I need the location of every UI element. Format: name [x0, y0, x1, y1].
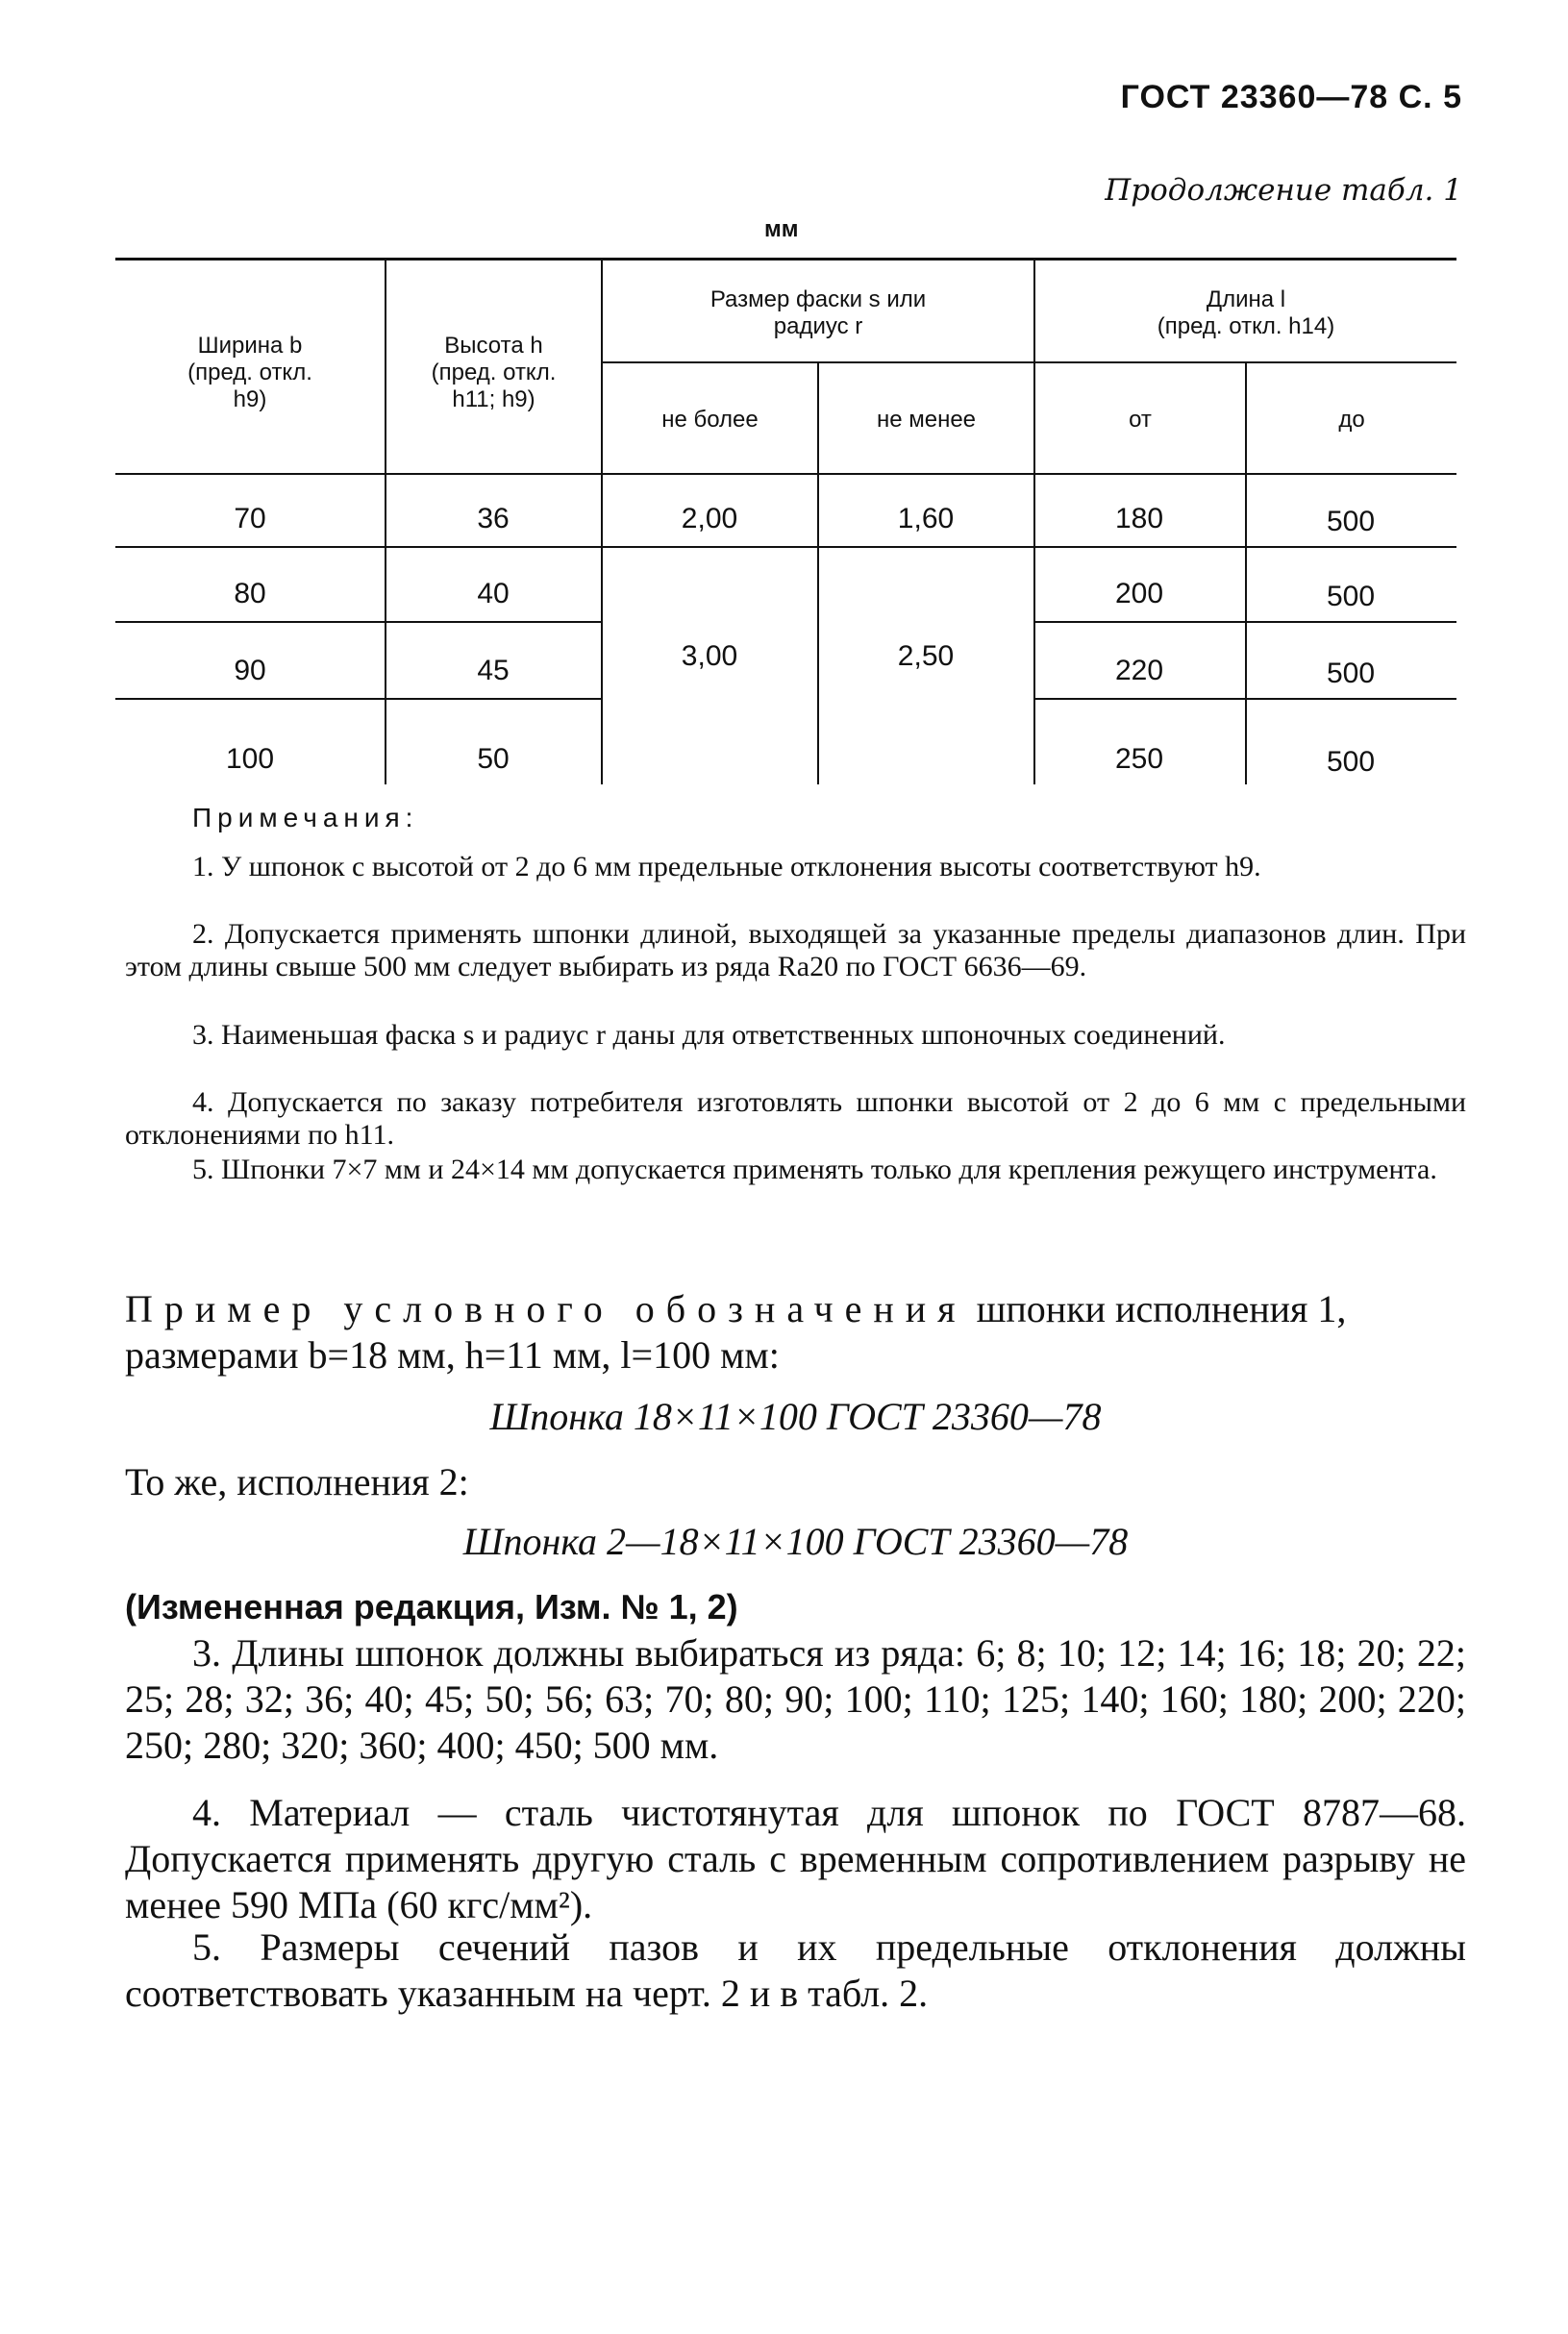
header-length-from: от — [1129, 407, 1152, 433]
header-chamfer-line: Размер фаски s или — [709, 286, 927, 312]
cell-length-to: 500 — [1326, 581, 1376, 612]
cell-length-to: 500 — [1326, 746, 1376, 778]
paragraph-4: 4. Материал — сталь чистотянутая для шпонок по ГОСТ 8787—68. Допускается применять другую сталь с временным сопротивлением разрыву не менее 590 МПа (60 кгс/мм²). — [125, 1791, 1466, 1926]
cell-width: 90 — [234, 655, 266, 686]
cell-width: 80 — [234, 578, 266, 609]
designation-1: Шпонка 18×11×100 ГОСТ 23360—78 — [489, 1395, 1102, 1438]
cell-chamfer-max: 2,00 — [681, 503, 738, 534]
note-item: 5. Шпонки 7×7 мм и 24×14 мм допускается применять только для крепления режущего инструмента. — [192, 1154, 1437, 1185]
table-top-rule — [115, 258, 1456, 261]
cell-chamfer-max-merged: 3,00 — [681, 640, 738, 672]
header-width — [115, 333, 385, 413]
header-height-line: (пред. откл. — [431, 360, 557, 385]
note-item: 3. Наименьшая фаска s и радиус r даны для ответственных шпоночных соединений. — [192, 1019, 1226, 1051]
note-item: 4. Допускается по заказу потребителя изготовлять шпонки высотой от 2 до 6 мм с предельными отклонениями по h11. — [125, 1086, 1466, 1151]
paragraph-3: 3. Длины шпонок должны выбираться из ряда: 6; 8; 10; 12; 14; 16; 18; 20; 22; 25; 28; 32; 36; 40; 45; 50; 56; 63; 70; 80; 90; 100; 110; 125; 140; 160; 180; 200; 220; 250; 280; 320; 360; 400; 450; 500 мм. — [125, 1631, 1466, 1767]
table-continuation-caption: Продолжение табл. 1 — [1105, 173, 1462, 208]
cell-length-from: 220 — [1114, 655, 1164, 686]
row-rule — [115, 698, 601, 700]
header-length-to: до — [1338, 407, 1365, 433]
header-height-line: Высота h — [444, 333, 543, 359]
header-height-line: h11; h9) — [452, 386, 535, 412]
cell-height: 40 — [477, 578, 510, 609]
cell-width: 100 — [225, 743, 275, 775]
dimensions-table — [115, 258, 1456, 786]
cell-chamfer-min-merged: 2,50 — [897, 640, 955, 672]
cell-height: 36 — [477, 503, 510, 534]
example-paragraph — [125, 1286, 1466, 1378]
designation-2: Шпонка 2—18×11×100 ГОСТ 23360—78 — [462, 1520, 1129, 1563]
cell-height: 50 — [477, 743, 510, 775]
cell-length-from: 250 — [1114, 743, 1164, 775]
header-chamfer-line: радиус r — [773, 313, 863, 339]
header-sub-rule — [601, 361, 1456, 363]
note-item: 1. У шпонок с высотой от 2 до 6 мм предельные отклонения высоты соответствуют h9. — [192, 851, 1261, 882]
page-header: ГОСТ 23360—78 С. 5 — [1120, 79, 1462, 115]
header-chamfer — [603, 286, 1033, 340]
header-length-line: Длина l — [1206, 286, 1286, 312]
header-width-line: (пред. откл. — [187, 360, 312, 385]
cell-length-from: 200 — [1114, 578, 1164, 609]
header-height — [386, 333, 601, 413]
cell-length-to: 500 — [1326, 506, 1376, 537]
row-rule — [115, 621, 601, 623]
paragraph-5: 5. Размеры сечений пазов и их предельные отклонения должны соответствовать указанным на черт. 2 и в табл. 2. — [125, 1925, 1466, 2015]
cell-length-from: 180 — [1114, 503, 1164, 534]
row-rule — [115, 546, 1456, 548]
header-length — [1035, 286, 1456, 340]
same-execution-2: То же, исполнения 2: — [125, 1460, 469, 1503]
header-chamfer-min: не менее — [876, 407, 977, 433]
header-width-line: Ширина b — [197, 333, 303, 359]
example-lead: Пример условного обозначения — [125, 1287, 967, 1330]
notes-title: Примечания: — [192, 803, 419, 832]
example-rest: шпонки исполнения 1, размерами b=18 мм, h=11 мм, l=100 мм: — [125, 1287, 1347, 1377]
cell-chamfer-min: 1,60 — [897, 503, 955, 534]
header-chamfer-max: не более — [661, 407, 759, 433]
note-item: 2. Допускается применять шпонки длиной, выходящей за указанные пределы диапазонов длин. При этом длины свыше 500 мм следует выбирать из ряда Ra20 по ГОСТ 6636—69. — [125, 918, 1466, 982]
cell-height: 45 — [477, 655, 510, 686]
changed-edition: (Измененная редакция, Изм. № 1, 2) — [125, 1587, 738, 1626]
table-unit: мм — [764, 216, 799, 242]
cell-length-to: 500 — [1326, 658, 1376, 689]
header-length-line: (пред. откл. h14) — [1157, 313, 1335, 339]
cell-width: 70 — [234, 503, 266, 534]
header-bottom-rule — [115, 473, 1456, 475]
header-width-line: h9) — [233, 386, 267, 412]
